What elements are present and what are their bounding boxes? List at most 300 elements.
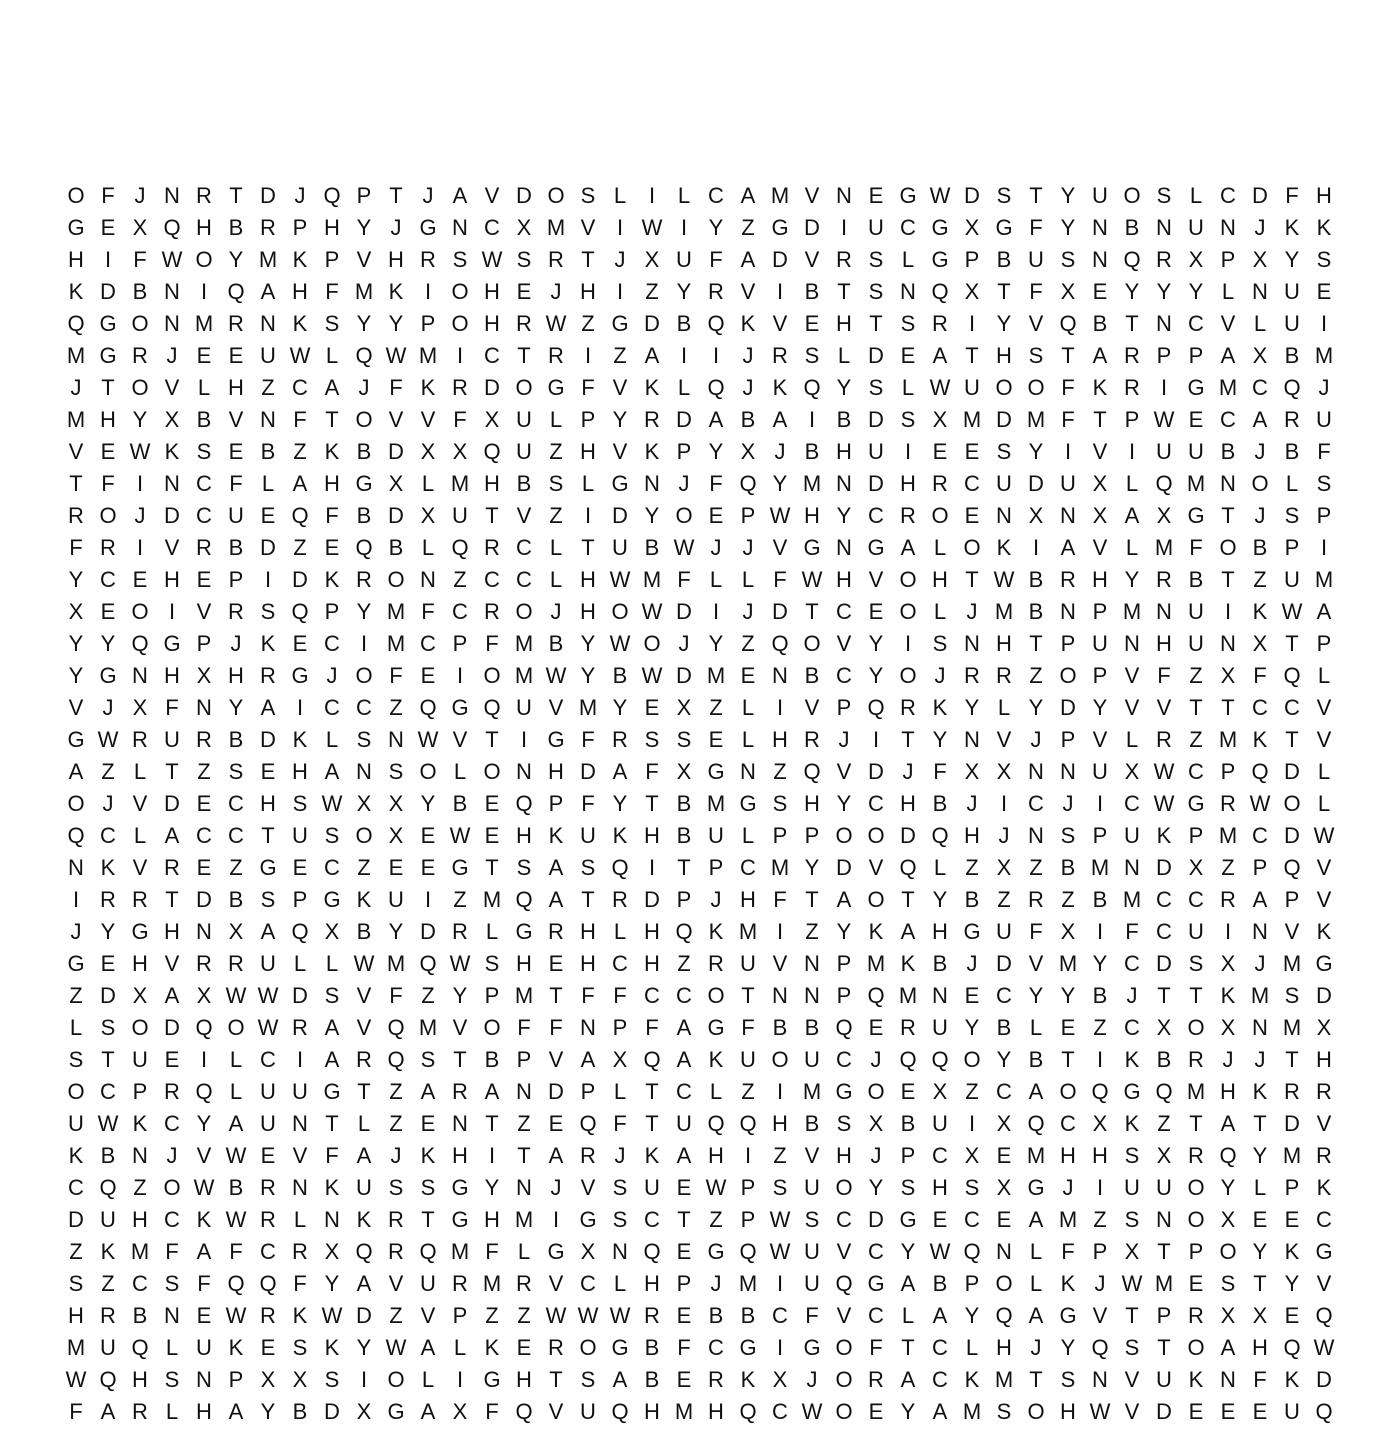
grid-letter[interactable]: Y <box>1092 695 1108 720</box>
grid-letter[interactable]: A <box>260 695 276 720</box>
grid-letter[interactable]: M <box>1314 343 1334 368</box>
grid-letter[interactable]: E <box>484 823 500 848</box>
grid-letter[interactable]: Q <box>931 279 949 304</box>
grid-letter[interactable]: O <box>1059 663 1077 688</box>
grid-letter[interactable]: Q <box>483 695 501 720</box>
grid-letter[interactable]: T <box>101 375 115 400</box>
grid-letter[interactable]: U <box>260 343 276 368</box>
grid-letter[interactable]: V <box>356 247 372 272</box>
grid-letter[interactable]: V <box>1316 1271 1332 1296</box>
grid-letter[interactable]: Y <box>708 439 724 464</box>
grid-letter[interactable]: C <box>708 183 724 208</box>
grid-letter[interactable]: J <box>838 727 850 752</box>
grid-letter[interactable]: F <box>389 375 403 400</box>
grid-letter[interactable]: O <box>227 1015 245 1040</box>
grid-letter[interactable]: F <box>773 887 787 912</box>
grid-letter[interactable]: S <box>228 759 244 784</box>
grid-letter[interactable]: E <box>676 1239 692 1264</box>
grid-letter[interactable]: U <box>1284 311 1300 336</box>
grid-letter[interactable]: I <box>904 631 912 656</box>
grid-letter[interactable]: H <box>164 567 180 592</box>
grid-letter[interactable]: O <box>67 791 85 816</box>
grid-letter[interactable]: V <box>164 375 180 400</box>
grid-letter[interactable]: M <box>738 919 758 944</box>
grid-letter[interactable]: N <box>164 183 180 208</box>
grid-letter[interactable]: I <box>360 1367 368 1392</box>
grid-letter[interactable]: J <box>966 599 978 624</box>
grid-letter[interactable]: Z <box>581 311 595 336</box>
grid-letter[interactable]: J <box>550 599 562 624</box>
grid-letter[interactable]: X <box>516 215 532 240</box>
grid-letter[interactable]: E <box>388 855 404 880</box>
grid-letter[interactable]: T <box>1253 1271 1267 1296</box>
grid-letter[interactable]: M <box>1218 727 1238 752</box>
grid-letter[interactable]: B <box>1284 343 1300 368</box>
grid-letter[interactable]: K <box>1124 1047 1140 1072</box>
grid-letter[interactable]: L <box>165 1399 179 1424</box>
grid-letter[interactable]: G <box>803 535 821 560</box>
grid-letter[interactable]: H <box>772 727 788 752</box>
grid-letter[interactable]: K <box>356 887 372 912</box>
grid-letter[interactable]: M <box>994 1367 1014 1392</box>
grid-letter[interactable]: U <box>356 1175 372 1200</box>
grid-letter[interactable]: Z <box>1253 567 1267 592</box>
grid-letter[interactable]: I <box>776 695 784 720</box>
grid-letter[interactable]: E <box>260 759 276 784</box>
grid-letter[interactable]: J <box>166 1143 178 1168</box>
grid-letter[interactable]: I <box>168 599 176 624</box>
grid-letter[interactable]: X <box>932 407 948 432</box>
grid-letter[interactable]: W <box>545 1303 567 1328</box>
grid-letter[interactable]: I <box>840 215 848 240</box>
grid-letter[interactable]: L <box>1189 183 1203 208</box>
grid-letter[interactable]: N <box>1252 279 1268 304</box>
grid-letter[interactable]: O <box>195 247 213 272</box>
grid-letter[interactable]: X <box>484 407 500 432</box>
grid-letter[interactable]: I <box>648 183 656 208</box>
grid-letter[interactable]: B <box>644 535 660 560</box>
grid-letter[interactable]: E <box>196 1303 212 1328</box>
grid-letter[interactable]: Y <box>900 1399 916 1424</box>
grid-letter[interactable]: T <box>261 823 275 848</box>
grid-letter[interactable]: G <box>1123 1079 1141 1104</box>
grid-letter[interactable]: C <box>100 567 116 592</box>
grid-letter[interactable]: J <box>774 439 786 464</box>
grid-letter[interactable]: O <box>387 1367 405 1392</box>
grid-letter[interactable]: A <box>228 1399 244 1424</box>
grid-letter[interactable]: I <box>584 503 592 528</box>
grid-letter[interactable]: U <box>196 1335 212 1360</box>
grid-letter[interactable]: W <box>545 663 567 688</box>
grid-letter[interactable]: H <box>68 1303 84 1328</box>
grid-letter[interactable]: T <box>1029 1367 1043 1392</box>
grid-letter[interactable]: V <box>228 407 244 432</box>
grid-letter[interactable]: K <box>1252 727 1268 752</box>
grid-letter[interactable]: C <box>484 215 500 240</box>
grid-letter[interactable]: J <box>742 375 754 400</box>
grid-letter[interactable]: A <box>100 1399 116 1424</box>
grid-letter[interactable]: O <box>963 535 981 560</box>
grid-letter[interactable]: S <box>900 311 916 336</box>
grid-letter[interactable]: U <box>1156 1367 1172 1392</box>
grid-letter[interactable]: Y <box>772 471 788 496</box>
grid-letter[interactable]: W <box>385 343 407 368</box>
grid-letter[interactable]: U <box>996 919 1012 944</box>
grid-letter[interactable]: V <box>836 631 852 656</box>
grid-letter[interactable]: W <box>993 567 1015 592</box>
grid-letter[interactable]: G <box>323 1079 341 1104</box>
grid-letter[interactable]: R <box>1124 343 1140 368</box>
grid-letter[interactable]: Z <box>741 631 755 656</box>
grid-letter[interactable]: X <box>612 1047 628 1072</box>
grid-letter[interactable]: Q <box>291 919 309 944</box>
grid-letter[interactable]: W <box>321 791 343 816</box>
grid-letter[interactable]: X <box>772 1367 788 1392</box>
grid-letter[interactable]: B <box>740 407 756 432</box>
grid-letter[interactable]: U <box>996 471 1012 496</box>
grid-letter[interactable]: R <box>1284 1079 1300 1104</box>
grid-letter[interactable]: T <box>645 1079 659 1104</box>
grid-letter[interactable]: L <box>613 183 627 208</box>
grid-letter[interactable]: O <box>131 375 149 400</box>
grid-letter[interactable]: S <box>900 1175 916 1200</box>
grid-letter[interactable]: Q <box>995 1303 1013 1328</box>
grid-letter[interactable]: Q <box>643 1047 661 1072</box>
grid-letter[interactable]: K <box>1316 919 1332 944</box>
grid-letter[interactable]: N <box>1124 855 1140 880</box>
grid-letter[interactable]: D <box>804 215 820 240</box>
grid-letter[interactable]: S <box>804 1207 820 1232</box>
grid-letter[interactable]: X <box>964 759 980 784</box>
grid-letter[interactable]: Q <box>163 215 181 240</box>
grid-letter[interactable]: J <box>294 183 306 208</box>
grid-letter[interactable]: M <box>1090 855 1110 880</box>
grid-letter[interactable]: T <box>1221 695 1235 720</box>
grid-letter[interactable]: T <box>1029 183 1043 208</box>
grid-letter[interactable]: V <box>1124 663 1140 688</box>
grid-letter[interactable]: V <box>836 1303 852 1328</box>
grid-letter[interactable]: M <box>546 215 566 240</box>
grid-letter[interactable]: G <box>451 855 469 880</box>
grid-letter[interactable]: L <box>1029 1015 1043 1040</box>
grid-letter[interactable]: W <box>129 439 151 464</box>
grid-letter[interactable]: Q <box>963 1239 981 1264</box>
grid-letter[interactable]: E <box>228 439 244 464</box>
grid-letter[interactable]: T <box>165 887 179 912</box>
grid-letter[interactable]: B <box>1220 439 1236 464</box>
grid-letter[interactable]: Z <box>1189 727 1203 752</box>
grid-letter[interactable]: H <box>388 247 404 272</box>
grid-letter[interactable]: J <box>806 1367 818 1392</box>
grid-letter[interactable]: M <box>1250 983 1270 1008</box>
grid-letter[interactable]: W <box>193 1175 215 1200</box>
grid-letter[interactable]: O <box>163 1175 181 1200</box>
grid-letter[interactable]: R <box>772 343 788 368</box>
grid-letter[interactable]: E <box>900 1079 916 1104</box>
grid-letter[interactable]: C <box>324 631 340 656</box>
grid-letter[interactable]: X <box>324 919 340 944</box>
grid-letter[interactable]: R <box>612 727 628 752</box>
grid-letter[interactable]: P <box>1220 247 1236 272</box>
grid-letter[interactable]: A <box>1028 1079 1044 1104</box>
grid-letter[interactable]: K <box>324 567 340 592</box>
grid-letter[interactable]: W <box>801 567 823 592</box>
grid-letter[interactable]: R <box>68 503 84 528</box>
grid-letter[interactable]: Y <box>68 663 84 688</box>
grid-letter[interactable]: Q <box>579 1111 597 1136</box>
grid-letter[interactable]: K <box>1124 1111 1140 1136</box>
grid-letter[interactable]: Y <box>612 791 628 816</box>
grid-letter[interactable]: K <box>68 1143 84 1168</box>
grid-letter[interactable]: M <box>386 599 406 624</box>
grid-letter[interactable]: L <box>709 567 723 592</box>
grid-letter[interactable]: Z <box>101 759 115 784</box>
grid-letter[interactable]: T <box>517 343 531 368</box>
grid-letter[interactable]: R <box>196 183 212 208</box>
grid-letter[interactable]: U <box>804 1239 820 1264</box>
grid-letter[interactable]: A <box>1220 1111 1236 1136</box>
grid-letter[interactable]: P <box>356 183 372 208</box>
grid-letter[interactable]: X <box>644 247 660 272</box>
grid-letter[interactable]: H <box>516 951 532 976</box>
grid-letter[interactable]: T <box>581 247 595 272</box>
grid-letter[interactable]: X <box>260 1367 276 1392</box>
grid-letter[interactable]: V <box>868 567 884 592</box>
grid-letter[interactable]: S <box>1188 951 1204 976</box>
grid-letter[interactable]: H <box>836 439 852 464</box>
grid-letter[interactable]: N <box>516 759 532 784</box>
grid-letter[interactable]: I <box>1320 311 1328 336</box>
grid-letter[interactable]: F <box>453 407 467 432</box>
grid-letter[interactable]: S <box>68 1047 84 1072</box>
grid-letter[interactable]: K <box>772 375 788 400</box>
grid-letter[interactable]: S <box>868 247 884 272</box>
grid-letter[interactable]: N <box>1060 759 1076 784</box>
grid-letter[interactable]: K <box>292 727 308 752</box>
grid-letter[interactable]: J <box>70 375 82 400</box>
grid-letter[interactable]: G <box>1315 951 1333 976</box>
grid-letter[interactable]: K <box>868 919 884 944</box>
grid-letter[interactable]: R <box>836 247 852 272</box>
grid-letter[interactable]: S <box>1220 1271 1236 1296</box>
grid-letter[interactable]: J <box>710 1271 722 1296</box>
grid-letter[interactable]: G <box>515 919 533 944</box>
grid-letter[interactable]: A <box>932 343 948 368</box>
grid-letter[interactable]: X <box>1220 951 1236 976</box>
grid-letter[interactable]: J <box>390 1143 402 1168</box>
grid-letter[interactable]: N <box>964 631 980 656</box>
grid-letter[interactable]: Q <box>1155 471 1173 496</box>
grid-letter[interactable]: H <box>932 1175 948 1200</box>
grid-letter[interactable]: B <box>228 727 244 752</box>
grid-letter[interactable]: H <box>1060 1143 1076 1168</box>
grid-letter[interactable]: W <box>257 983 279 1008</box>
grid-letter[interactable]: H <box>772 1111 788 1136</box>
grid-letter[interactable]: O <box>995 375 1013 400</box>
grid-letter[interactable]: V <box>1028 311 1044 336</box>
grid-letter[interactable]: N <box>1252 919 1268 944</box>
grid-letter[interactable]: P <box>740 1207 756 1232</box>
grid-letter[interactable]: W <box>161 247 183 272</box>
grid-letter[interactable]: N <box>580 1015 596 1040</box>
grid-letter[interactable]: U <box>1284 567 1300 592</box>
grid-letter[interactable]: N <box>900 279 916 304</box>
grid-letter[interactable]: R <box>1284 407 1300 432</box>
grid-letter[interactable]: C <box>100 1079 116 1104</box>
grid-letter[interactable]: I <box>776 279 784 304</box>
grid-letter[interactable]: R <box>612 887 628 912</box>
grid-letter[interactable]: S <box>1124 1207 1140 1232</box>
grid-letter[interactable]: Q <box>867 983 885 1008</box>
grid-letter[interactable]: I <box>136 535 144 560</box>
grid-letter[interactable]: E <box>260 1143 276 1168</box>
grid-letter[interactable]: Q <box>515 791 533 816</box>
grid-letter[interactable]: O <box>867 1079 885 1104</box>
grid-letter[interactable]: T <box>1285 631 1299 656</box>
grid-letter[interactable]: O <box>131 599 149 624</box>
grid-letter[interactable]: F <box>805 1303 819 1328</box>
grid-letter[interactable]: M <box>962 1399 982 1424</box>
grid-letter[interactable]: R <box>1188 1303 1204 1328</box>
grid-letter[interactable]: C <box>196 503 212 528</box>
grid-letter[interactable]: A <box>900 535 916 560</box>
grid-letter[interactable]: L <box>453 1335 467 1360</box>
grid-letter[interactable]: E <box>996 1207 1012 1232</box>
grid-letter[interactable]: F <box>581 375 595 400</box>
grid-letter[interactable]: U <box>1188 919 1204 944</box>
grid-letter[interactable]: R <box>804 727 820 752</box>
grid-letter[interactable]: P <box>1284 535 1300 560</box>
grid-letter[interactable]: M <box>194 311 214 336</box>
grid-letter[interactable]: E <box>932 439 948 464</box>
grid-letter[interactable]: W <box>225 1207 247 1232</box>
grid-letter[interactable]: O <box>867 887 885 912</box>
grid-letter[interactable]: A <box>164 983 180 1008</box>
grid-letter[interactable]: U <box>1316 407 1332 432</box>
grid-letter[interactable]: Z <box>549 439 563 464</box>
grid-letter[interactable]: D <box>292 983 308 1008</box>
grid-letter[interactable]: X <box>932 1079 948 1104</box>
grid-letter[interactable]: S <box>356 727 372 752</box>
grid-letter[interactable]: Y <box>1220 1175 1236 1200</box>
grid-letter[interactable]: G <box>259 855 277 880</box>
grid-letter[interactable]: E <box>548 951 564 976</box>
grid-letter[interactable]: W <box>769 1239 791 1264</box>
grid-letter[interactable]: S <box>1284 503 1300 528</box>
grid-letter[interactable]: R <box>356 1047 372 1072</box>
grid-letter[interactable]: M <box>1122 599 1142 624</box>
grid-letter[interactable]: B <box>644 1335 660 1360</box>
grid-letter[interactable]: H <box>644 823 660 848</box>
grid-letter[interactable]: C <box>612 951 628 976</box>
grid-letter[interactable]: V <box>196 599 212 624</box>
grid-letter[interactable]: I <box>1320 535 1328 560</box>
grid-letter[interactable]: A <box>1124 503 1140 528</box>
grid-letter[interactable]: M <box>66 1335 86 1360</box>
grid-letter[interactable]: X <box>580 1239 596 1264</box>
grid-letter[interactable]: R <box>708 279 724 304</box>
grid-letter[interactable]: P <box>228 567 244 592</box>
grid-letter[interactable]: O <box>483 1015 501 1040</box>
grid-letter[interactable]: P <box>516 1047 532 1072</box>
grid-letter[interactable]: P <box>324 599 340 624</box>
grid-letter[interactable]: R <box>452 1079 468 1104</box>
grid-letter[interactable]: N <box>196 1367 212 1392</box>
grid-letter[interactable]: U <box>228 503 244 528</box>
grid-letter[interactable]: F <box>1029 919 1043 944</box>
grid-letter[interactable]: J <box>70 919 82 944</box>
grid-letter[interactable]: J <box>230 631 242 656</box>
grid-letter[interactable]: J <box>742 599 754 624</box>
grid-letter[interactable]: U <box>804 1271 820 1296</box>
grid-letter[interactable]: V <box>420 1303 436 1328</box>
grid-letter[interactable]: I <box>296 695 304 720</box>
grid-letter[interactable]: P <box>964 1271 980 1296</box>
grid-letter[interactable]: R <box>548 343 564 368</box>
grid-letter[interactable]: I <box>968 1111 976 1136</box>
grid-letter[interactable]: R <box>1220 791 1236 816</box>
grid-letter[interactable]: O <box>835 823 853 848</box>
grid-letter[interactable]: L <box>901 1303 915 1328</box>
grid-letter[interactable]: W <box>225 1303 247 1328</box>
grid-letter[interactable]: D <box>964 183 980 208</box>
grid-letter[interactable]: C <box>772 1399 788 1424</box>
grid-letter[interactable]: N <box>996 1239 1012 1264</box>
grid-letter[interactable]: H <box>1156 631 1172 656</box>
grid-letter[interactable]: L <box>1125 535 1139 560</box>
grid-letter[interactable]: T <box>485 727 499 752</box>
grid-letter[interactable]: S <box>196 439 212 464</box>
grid-letter[interactable]: P <box>836 983 852 1008</box>
grid-letter[interactable]: W <box>1281 599 1303 624</box>
grid-letter[interactable]: C <box>1156 887 1172 912</box>
grid-letter[interactable]: P <box>612 1015 628 1040</box>
grid-letter[interactable]: F <box>421 599 435 624</box>
grid-letter[interactable]: F <box>485 1239 499 1264</box>
grid-letter[interactable]: G <box>739 791 757 816</box>
grid-letter[interactable]: R <box>484 599 500 624</box>
grid-letter[interactable]: N <box>452 215 468 240</box>
grid-letter[interactable]: M <box>66 407 86 432</box>
grid-letter[interactable]: S <box>1060 1367 1076 1392</box>
grid-letter[interactable]: X <box>1124 1239 1140 1264</box>
grid-letter[interactable]: Z <box>773 1143 787 1168</box>
grid-letter[interactable]: B <box>548 631 564 656</box>
grid-letter[interactable]: R <box>260 1207 276 1232</box>
grid-letter[interactable]: U <box>516 439 532 464</box>
grid-letter[interactable]: A <box>612 759 628 784</box>
grid-letter[interactable]: H <box>932 567 948 592</box>
grid-letter[interactable]: M <box>258 247 278 272</box>
grid-letter[interactable]: S <box>964 1175 980 1200</box>
grid-letter[interactable]: T <box>1029 631 1043 656</box>
grid-letter[interactable]: Y <box>1060 183 1076 208</box>
grid-letter[interactable]: B <box>1092 983 1108 1008</box>
grid-letter[interactable]: Z <box>485 1303 499 1328</box>
grid-letter[interactable]: T <box>165 759 179 784</box>
grid-letter[interactable]: H <box>1252 1335 1268 1360</box>
grid-letter[interactable]: P <box>676 439 692 464</box>
grid-letter[interactable]: C <box>996 983 1012 1008</box>
grid-letter[interactable]: Q <box>67 823 85 848</box>
grid-letter[interactable]: X <box>1156 503 1172 528</box>
grid-letter[interactable]: R <box>900 503 916 528</box>
grid-letter[interactable]: E <box>548 1111 564 1136</box>
grid-letter[interactable]: R <box>484 535 500 560</box>
grid-letter[interactable]: M <box>418 1015 438 1040</box>
grid-letter[interactable]: D <box>260 535 276 560</box>
grid-letter[interactable]: Q <box>99 1367 117 1392</box>
